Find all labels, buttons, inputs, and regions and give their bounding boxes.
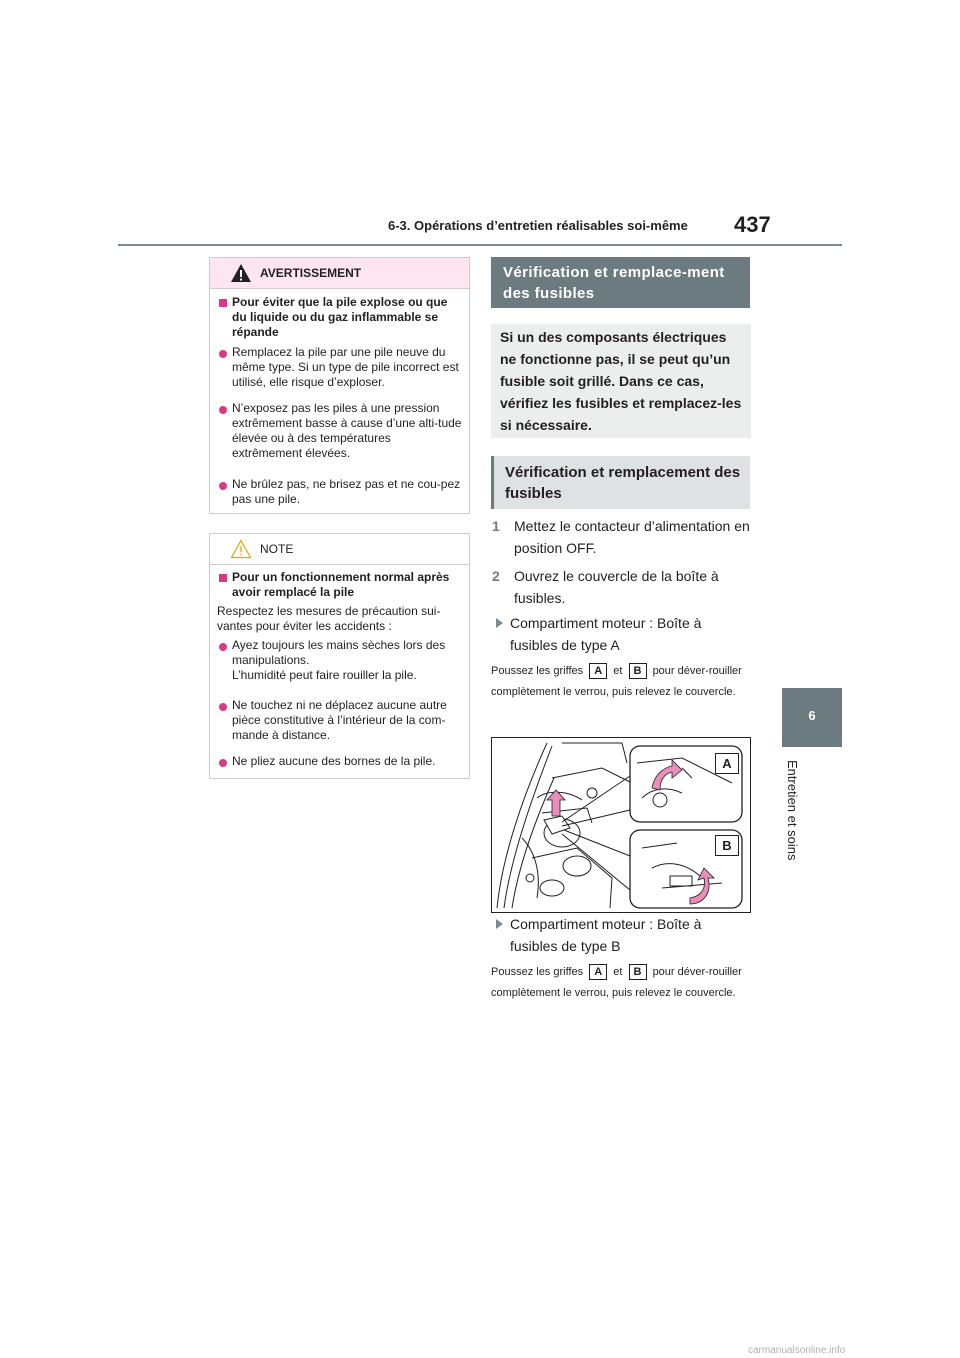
chapter-label: Entretien et soins <box>785 760 800 861</box>
intro-text: Si un des composants électriques ne fonctionne pas, il se peut qu’un fusible soit grillé. Dans ce cas, vérifiez les fusibles et remplacez-les si nécessaire. <box>500 329 742 433</box>
fuse-box-illustration <box>491 737 751 913</box>
type-b-text-mid: et <box>613 966 623 978</box>
warning-heading: AVERTISSEMENT <box>260 266 362 280</box>
sub-heading-box <box>491 456 750 509</box>
note-box <box>209 533 470 779</box>
section-title: 6-3. Opérations d’entretien réalisables soi-même <box>388 218 688 233</box>
type-b-text-before: Poussez les griffes <box>491 966 584 978</box>
type-b-instruction <box>491 962 753 1004</box>
engine-compartment-drawing <box>492 738 750 912</box>
warning-header <box>210 258 469 289</box>
step-text: Mettez le contacteur d’alimentation en position OFF. <box>514 518 750 556</box>
claw-label-b: B <box>629 964 647 980</box>
sub-heading: Vérification et remplacement des fusibles <box>505 464 741 502</box>
claw-label-a: A <box>589 663 607 679</box>
section-heading-box <box>491 257 750 308</box>
caution-triangle-icon <box>230 539 252 559</box>
note-heading: NOTE <box>260 542 294 556</box>
bullet-dot-icon <box>219 759 227 767</box>
note-bullet-continuation: L’humidité peut faire rouiller la pile. <box>232 668 417 682</box>
type-a-title: Compartiment moteur : Boîte à fusibles de type A <box>510 615 702 653</box>
callout-a: A <box>715 753 739 774</box>
warning-title: Pour éviter que la pile explose ou que du liquide ou du gaz inflammable se répande <box>232 295 448 339</box>
note-header <box>210 534 469 565</box>
note-intro: Respectez les mesures de précaution sui-vantes pour éviter les accidents : <box>217 604 441 633</box>
type-b-title: Compartiment moteur : Boîte à fusibles de type B <box>510 916 702 954</box>
callout-b: B <box>715 835 739 856</box>
chapter-number: 6 <box>808 708 816 723</box>
square-bullet-icon <box>219 574 227 582</box>
type-a-text-after: pour déver-rouiller complètement le verrou, puis relevez le couvercle. <box>491 665 742 698</box>
bullet-dot-icon <box>219 482 227 490</box>
note-bullet: Ayez toujours les mains sèches lors des manipulations. <box>232 638 446 667</box>
step-number: 2 <box>492 568 500 584</box>
warning-triangle-icon <box>230 263 252 283</box>
watermark: carmanualsonline.info <box>748 1345 846 1356</box>
triangle-marker-icon <box>496 919 503 929</box>
type-a-text-before: Poussez les griffes <box>491 665 584 677</box>
bullet-dot-icon <box>219 350 227 358</box>
note-bullet: Ne pliez aucune des bornes de la pile. <box>232 754 436 768</box>
type-a-instruction <box>491 661 753 703</box>
step-text: Ouvrez le couvercle de la boîte à fusibles. <box>514 568 719 606</box>
intro-box <box>491 324 751 438</box>
bullet-dot-icon <box>219 643 227 651</box>
claw-label-b: B <box>629 663 647 679</box>
bullet-dot-icon <box>219 703 227 711</box>
bullet-dot-icon <box>219 406 227 414</box>
type-a-text-mid: et <box>613 665 623 677</box>
square-bullet-icon <box>219 299 227 307</box>
claw-label-a: A <box>589 964 607 980</box>
step-number: 1 <box>492 518 500 534</box>
header-divider <box>118 244 842 246</box>
note-bullet: Ne touchez ni ne déplacez aucune autre pièce constitutive à l’intérieur de la com-mande à distance. <box>232 698 447 742</box>
chapter-tab[interactable] <box>782 688 842 747</box>
warning-box <box>209 257 470 514</box>
section-heading: Vérification et remplace-ment des fusibles <box>503 264 725 302</box>
note-title: Pour un fonctionnement normal après avoir remplacé la pile <box>232 570 450 599</box>
warning-bullet: N’exposez pas les piles à une pression extrêmement basse à cause d’une alti-tude élevée ou à des températures extrêmement élevées. <box>232 401 462 460</box>
page-number: 437 <box>734 212 771 237</box>
warning-bullet: Remplacez la pile par une pile neuve du même type. Si un type de pile incorrect est utilisé, elle risque d’exploser. <box>232 345 459 389</box>
warning-bullet: Ne brûlez pas, ne brisez pas et ne cou-pez pas une pile. <box>232 477 461 506</box>
triangle-marker-icon <box>496 618 503 628</box>
type-b-text-after: pour déver-rouiller complètement le verrou, puis relevez le couvercle. <box>491 966 742 999</box>
